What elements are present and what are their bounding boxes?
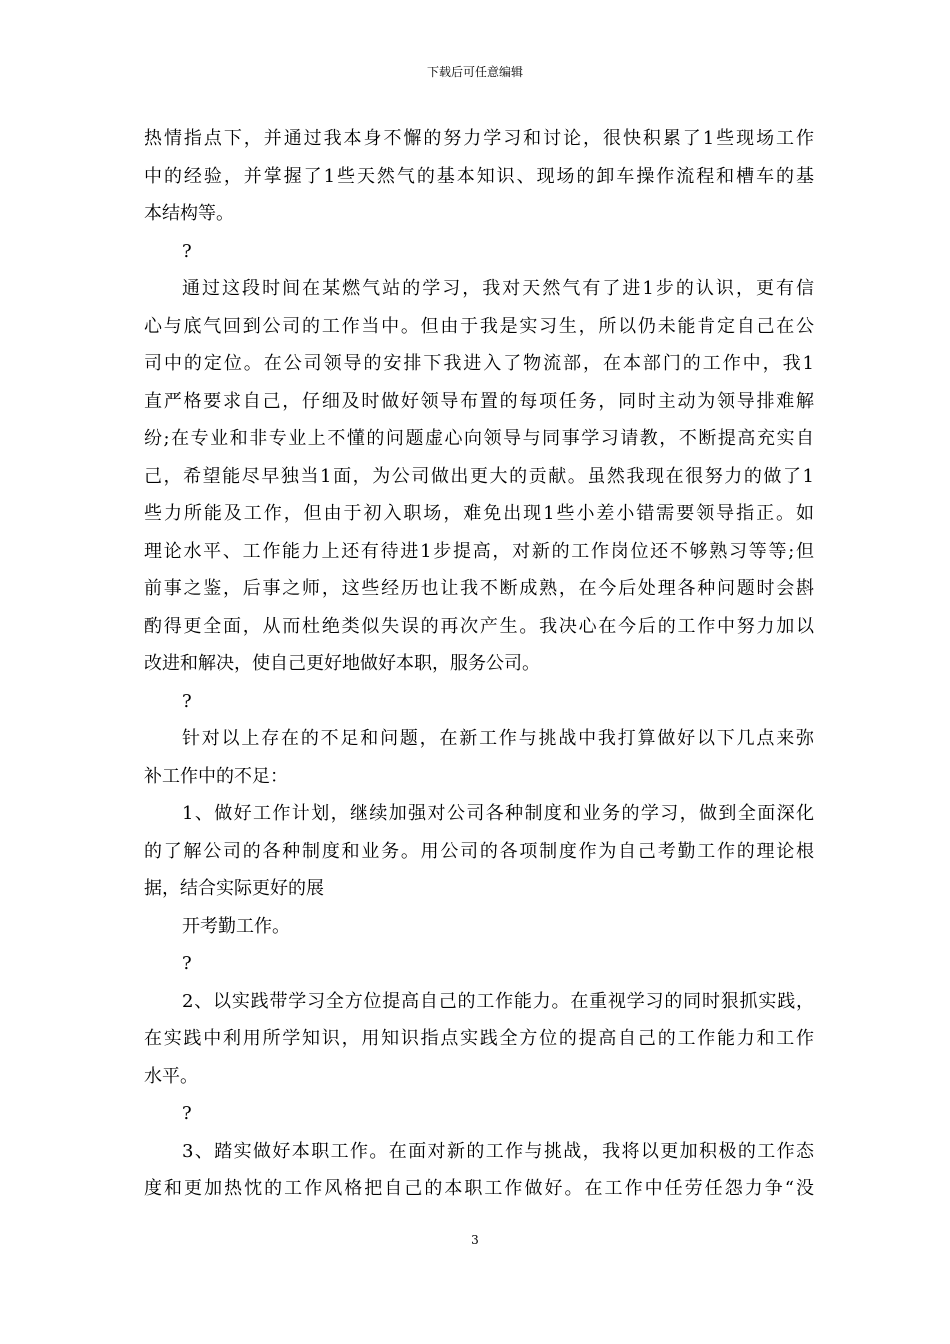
- paragraph-start-line: 通过这段时间在某燃气站的学习，我对天然气有了进1步的认识，更有信: [182, 278, 814, 299]
- question-mark-line: ?: [182, 953, 192, 974]
- text-line: 水平。: [144, 1065, 198, 1087]
- text-line: 前事之鉴，后事之师，这些经历也让我不断成熟，在今后处理各种问题时会斟: [144, 578, 814, 599]
- text-line: 纷;在专业和非专业上不懂的问题虚心向领导与同事学习请教，不断提高充实自: [144, 428, 814, 449]
- text-line: 在实践中利用所学知识，用知识指点实践全方位的提高自己的工作能力和工作: [144, 1028, 814, 1049]
- text-line: 改进和解决，使自己更好地做好本职，服务公司。: [144, 653, 540, 674]
- text-line: 心与底气回到公司的工作当中。但由于我是实习生，所以仍未能肯定自己在公: [144, 315, 814, 337]
- page-header: 下载后可任意编辑: [426, 65, 523, 79]
- question-mark-line: ?: [182, 240, 192, 262]
- question-mark-line: ?: [182, 1103, 192, 1124]
- text-line: 酌得更全面，从而杜绝类似失误的再次产生。我决心在今后的工作中努力加以: [144, 615, 814, 637]
- list-item-2-line: 2、以实践带学习全方位提高自己的工作能力。在重视学习的同时狠抓实践，: [182, 990, 814, 1012]
- text-line: 己，希望能尽早独当1面，为公司做出更大的贡献。虽然我现在很努力的做了1: [144, 465, 814, 487]
- text-line: 的了解公司的各种制度和业务。用公司的各项制度作为自己考勤工作的理论根: [144, 840, 814, 862]
- text-line: 补工作中的不足：: [144, 765, 288, 787]
- document-body: [144, 120, 814, 1208]
- text-line: 度和更加热忱的工作风格把自己的本职工作做好。在工作中任劳任怨力争“没: [144, 1178, 814, 1199]
- question-mark-line: ?: [182, 690, 192, 712]
- text-line: 中的经验，并掌握了1些天然气的基本知识、现场的卸车操作流程和槽车的基: [144, 165, 814, 187]
- text-line: 据，结合实际更好的展: [144, 878, 324, 899]
- list-item-3-line: 3、踏实做好本职工作。在面对新的工作与挑战，我将以更加积极的工作态: [182, 1140, 814, 1162]
- text-line: 热情指点下，并通过我本身不懈的努力学习和讨论，很快积累了1些现场工作: [144, 128, 814, 149]
- text-line: 些力所能及工作，但由于初入职场，难免出现1些小差小错需要领导指正。如: [144, 503, 814, 524]
- text-line: 直严格要求自己，仔细及时做好领导布置的每项任务，同时主动为领导排难解: [144, 390, 814, 412]
- page-number: 3: [471, 1233, 479, 1247]
- text-line: 司中的定位。在公司领导的安排下我进入了物流部，在本部门的工作中，我1: [144, 353, 814, 374]
- paragraph-start-line: 针对以上存在的不足和问题，在新工作与挑战中我打算做好以下几点来弥: [182, 728, 814, 749]
- list-item-1-line: 1、做好工作计划，继续加强对公司各种制度和业务的学习，做到全面深化: [182, 803, 814, 824]
- text-line: 理论水平、工作能力上还有待进1步提高，对新的工作岗位还不够熟习等等;但: [144, 540, 814, 562]
- text-line: 开考勤工作。: [182, 915, 290, 937]
- text-line: 本结构等。: [144, 203, 234, 224]
